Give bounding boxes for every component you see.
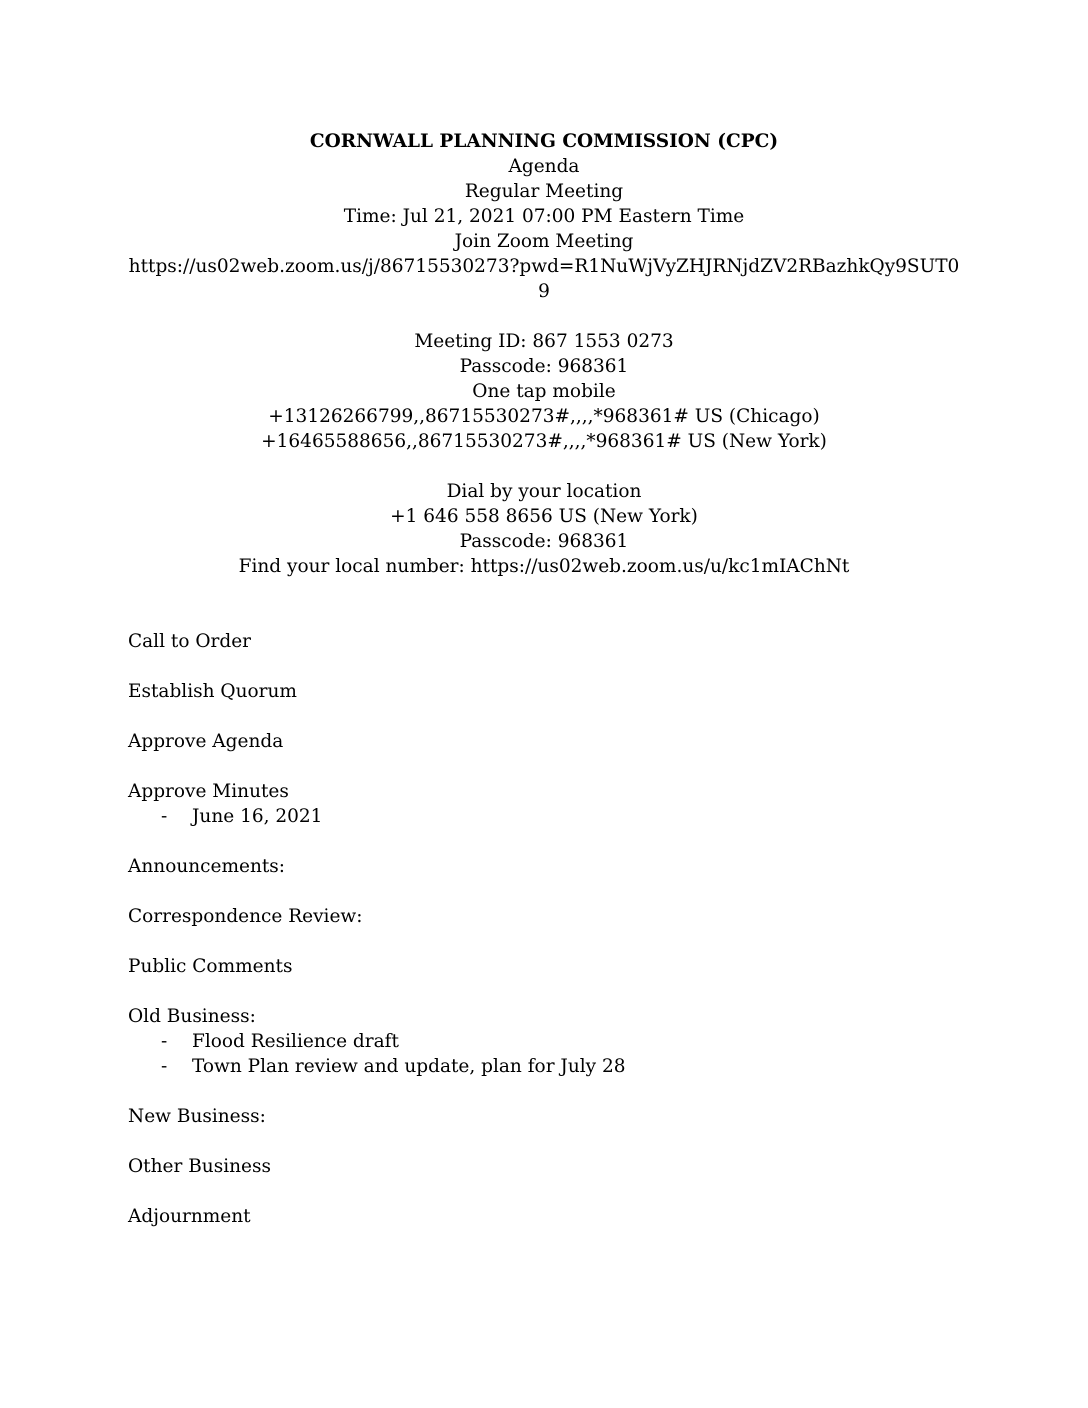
old-business-flood-resilience: Flood Resilience draft xyxy=(192,1031,399,1052)
join-zoom-label: Join Zoom Meeting xyxy=(454,231,634,252)
old-business-sub-item xyxy=(128,1029,988,1054)
old-business-sub-item xyxy=(128,1054,988,1079)
agenda-item-call-to-order: Call to Order xyxy=(128,631,251,652)
one-tap-chicago: +13126266799,,86715530273#,,,,*968361# US (Chicago) xyxy=(268,406,820,427)
passcode: Passcode: 968361 xyxy=(459,356,629,377)
minutes-sub-item xyxy=(128,804,988,829)
agenda-item-adjournment: Adjournment xyxy=(128,1206,251,1227)
zoom-url-line-1[interactable]: https://us02web.zoom.us/j/86715530273?pwd=R1NuWjVyZHJRNjdZV2RBazhkQy9SUT0 xyxy=(128,256,960,277)
one-tap-label: One tap mobile xyxy=(472,381,616,402)
meeting-type: Regular Meeting xyxy=(464,181,624,202)
meeting-time: Time: Jul 21, 2021 07:00 PM Eastern Time xyxy=(343,206,745,227)
agenda-item-establish-quorum: Establish Quorum xyxy=(128,681,297,702)
dial-label: Dial by your location xyxy=(446,481,642,502)
agenda-list xyxy=(128,629,988,1254)
bullet-dash: - xyxy=(161,1031,168,1052)
agenda-item-correspondence-review: Correspondence Review: xyxy=(128,906,363,927)
agenda-item-old-business: Old Business: xyxy=(128,1006,256,1027)
minutes-date: June 16, 2021 xyxy=(192,806,323,827)
agenda-item-announcements: Announcements: xyxy=(128,856,286,877)
agenda-item-new-business: New Business: xyxy=(128,1106,266,1127)
zoom-url-line-2[interactable]: 9 xyxy=(538,281,550,302)
agenda-item-approve-minutes: Approve Minutes xyxy=(128,781,289,802)
agenda-item-other-business: Other Business xyxy=(128,1156,271,1177)
bullet-dash: - xyxy=(161,1056,168,1077)
document-type: Agenda xyxy=(508,156,580,177)
spacer xyxy=(0,454,1088,479)
spacer xyxy=(0,304,1088,329)
local-number-link[interactable]: Find your local number: https://us02web.zoom.us/u/kc1mIAChNt xyxy=(238,556,850,577)
dial-number: +1 646 558 8656 US (New York) xyxy=(390,506,698,527)
one-tap-new-york: +16465588656,,86715530273#,,,,*968361# US (New York) xyxy=(261,431,827,452)
commission-title: CORNWALL PLANNING COMMISSION (CPC) xyxy=(309,131,779,152)
meeting-header xyxy=(0,129,1088,579)
bullet-dash: - xyxy=(161,806,168,827)
old-business-town-plan: Town Plan review and update, plan for July 28 xyxy=(192,1056,626,1077)
agenda-item-public-comments: Public Comments xyxy=(128,956,293,977)
agenda-item-approve-agenda: Approve Agenda xyxy=(128,731,284,752)
dial-passcode: Passcode: 968361 xyxy=(459,531,629,552)
meeting-id: Meeting ID: 867 1553 0273 xyxy=(414,331,674,352)
